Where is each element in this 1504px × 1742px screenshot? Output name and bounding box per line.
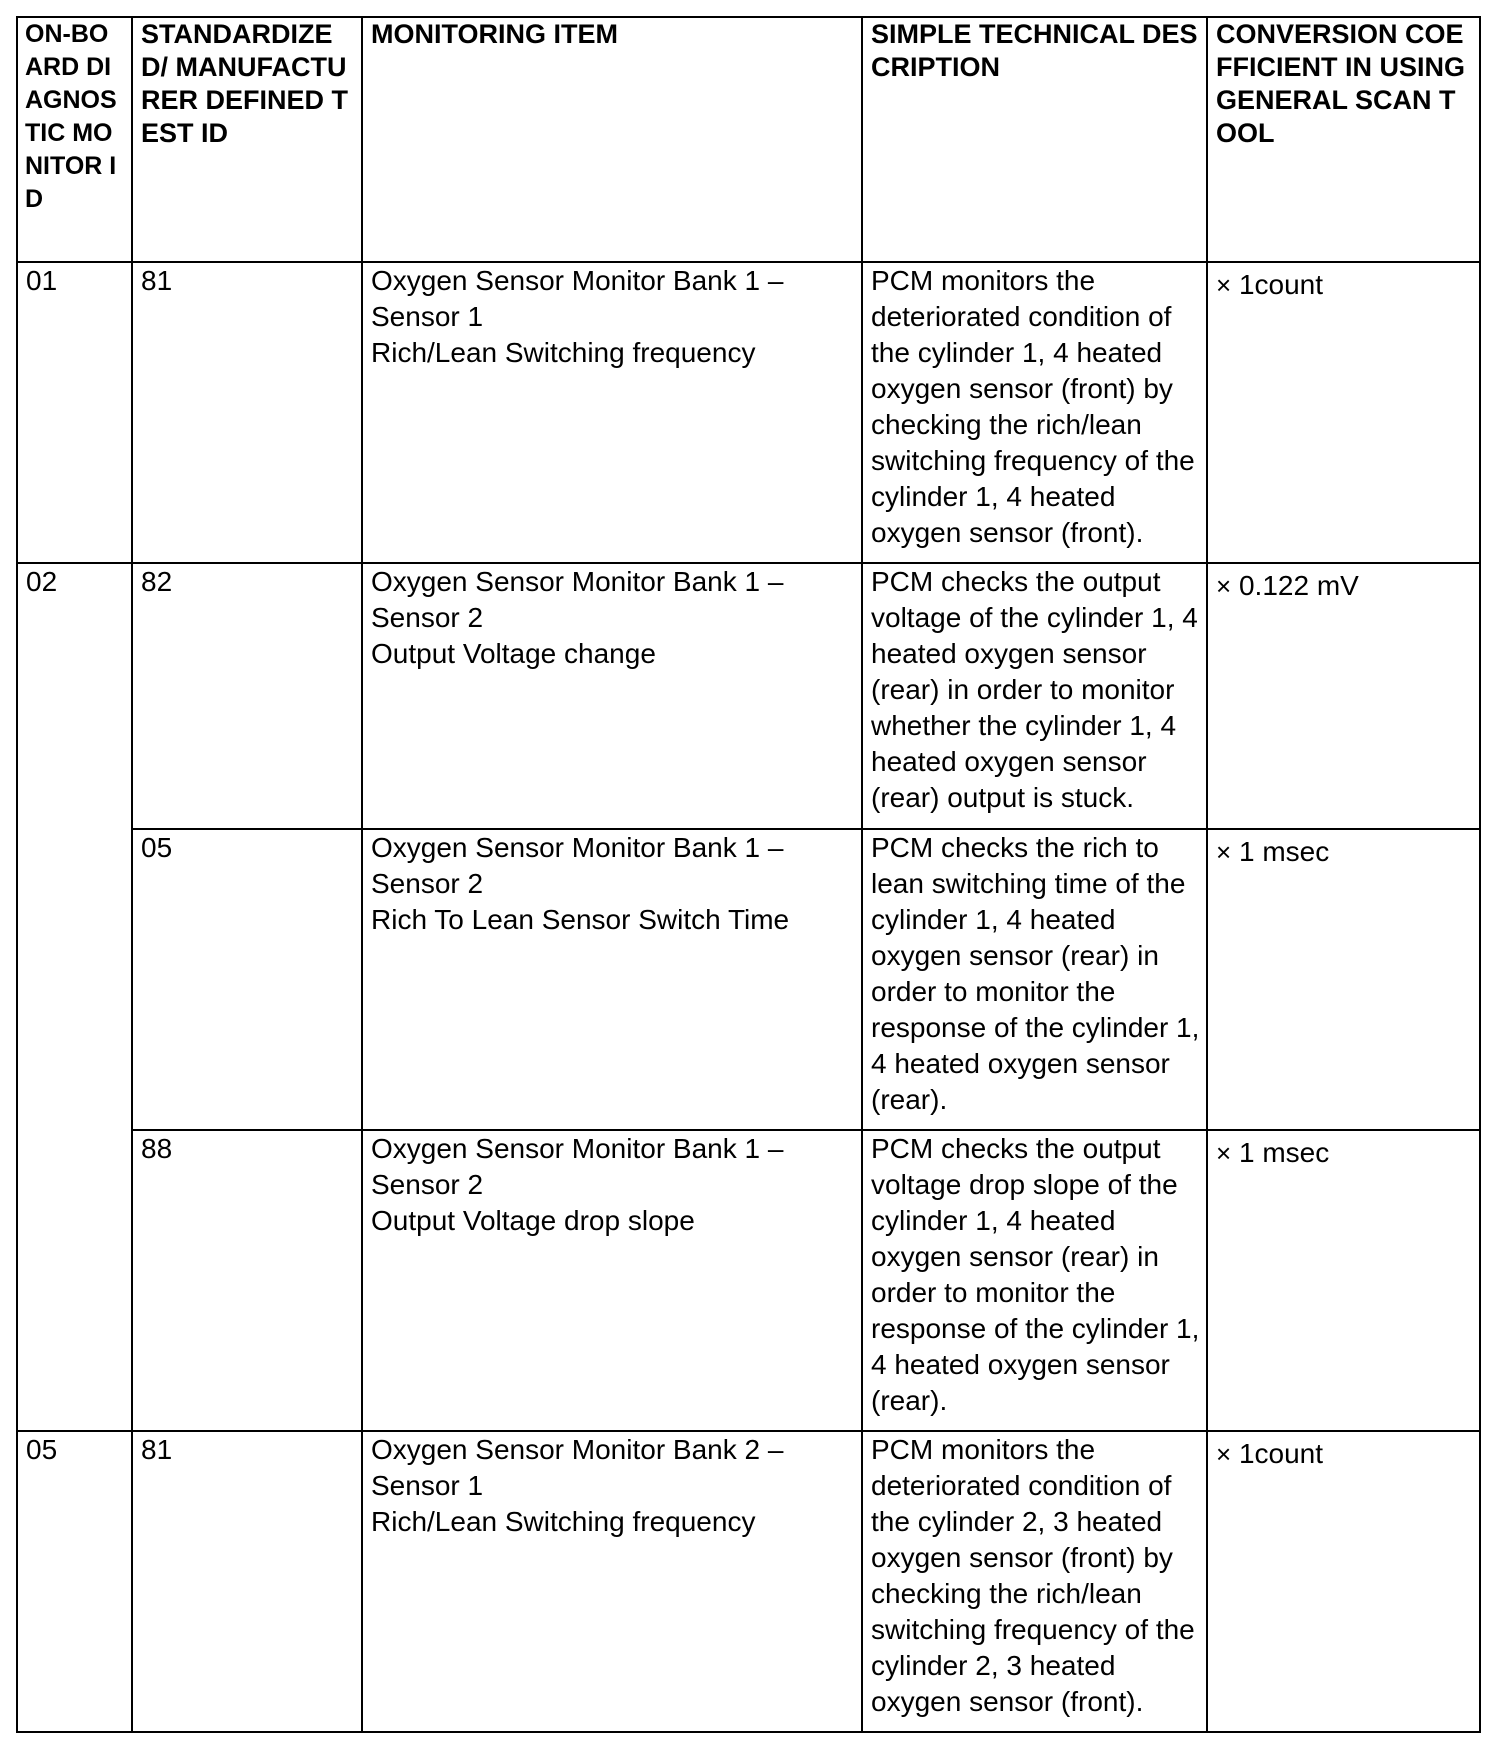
description-cell	[862, 829, 1207, 1130]
multiply-symbol: ×	[1216, 1138, 1232, 1168]
conversion-value	[1208, 564, 1479, 604]
multiply-symbol: ×	[1216, 270, 1232, 300]
monitor-id-text: 01	[26, 265, 58, 296]
description-cell	[862, 563, 1207, 829]
conversion-cell	[1207, 1130, 1480, 1431]
multiply-symbol: ×	[1216, 1439, 1232, 1469]
conversion-text: 0.122 mV	[1238, 570, 1359, 601]
conversion-text: 1 msec	[1238, 1137, 1330, 1168]
table-row	[17, 563, 1480, 829]
monitoring-item-cell	[362, 1431, 862, 1732]
conversion-text: 1count	[1238, 269, 1324, 300]
header-description-text: SIMPLE TECHNICAL DESCRIPTION	[871, 19, 1198, 82]
test-id-text: 88	[141, 1133, 173, 1164]
conversion-value	[1208, 1432, 1479, 1472]
monitoring-item-text: Oxygen Sensor Monitor Bank 2 – Sensor 1 Rich/Lean Switching frequency	[371, 1434, 784, 1537]
multiply-symbol: ×	[1216, 571, 1232, 601]
header-monitoring-item-text: MONITORING ITEM	[371, 19, 618, 49]
monitor-id-text: 02	[26, 566, 58, 597]
header-monitoring-item	[362, 17, 862, 262]
description-text: PCM monitors the deteriorated condition of the cylinder 2, 3 heated oxygen sensor (front) by checking the rich/lean switching frequency of the cylinder 2, 3 heated oxygen sensor (front).	[871, 1434, 1195, 1717]
test-id-cell	[132, 262, 362, 563]
header-monitor-id	[17, 17, 132, 262]
obd-monitor-table	[16, 16, 1481, 1733]
monitoring-item-text: Oxygen Sensor Monitor Bank 1 – Sensor 2 Rich To Lean Sensor Switch Time	[371, 832, 790, 935]
conversion-cell	[1207, 563, 1480, 829]
conversion-text: 1count	[1238, 1438, 1324, 1469]
header-conversion-text: CONVERSION COEFFICIENT IN USING GENERAL SCAN TOOL	[1216, 19, 1465, 148]
description-cell	[862, 1431, 1207, 1732]
test-id-cell	[132, 829, 362, 1130]
table-row	[17, 1130, 1480, 1431]
header-test-id	[132, 17, 362, 262]
conversion-value	[1208, 263, 1479, 303]
table-row	[17, 829, 1480, 1130]
description-cell	[862, 262, 1207, 563]
monitoring-item-text: Oxygen Sensor Monitor Bank 1 – Sensor 2 Output Voltage change	[371, 566, 784, 669]
conversion-value	[1208, 830, 1479, 870]
test-id-cell	[132, 1130, 362, 1431]
test-id-text: 82	[141, 566, 173, 597]
header-test-id-text: STANDARDIZED/ MANUFACTURER DEFINED TEST ID	[141, 19, 349, 148]
conversion-cell	[1207, 829, 1480, 1130]
conversion-value	[1208, 1131, 1479, 1171]
conversion-cell	[1207, 262, 1480, 563]
monitor-id-text: 05	[26, 1434, 58, 1465]
monitoring-item-text: Oxygen Sensor Monitor Bank 1 – Sensor 2 Output Voltage drop slope	[371, 1133, 784, 1236]
table-header-row	[17, 17, 1480, 262]
table-row	[17, 262, 1480, 563]
monitoring-item-cell	[362, 1130, 862, 1431]
test-id-text: 81	[141, 1434, 173, 1465]
monitoring-item-cell	[362, 262, 862, 563]
test-id-cell	[132, 1431, 362, 1732]
monitoring-item-text: Oxygen Sensor Monitor Bank 1 – Sensor 1 Rich/Lean Switching frequency	[371, 265, 784, 368]
monitoring-item-cell	[362, 563, 862, 829]
description-text: PCM monitors the deteriorated condition of the cylinder 1, 4 heated oxygen sensor (front) by checking the rich/lean switching frequency of the cylinder 1, 4 heated oxygen sensor (front).	[871, 265, 1195, 548]
monitoring-item-cell	[362, 829, 862, 1130]
test-id-cell	[132, 563, 362, 829]
description-text: PCM checks the output voltage of the cylinder 1, 4 heated oxygen sensor (rear) in order to monitor whether the cylinder 1, 4 heated oxygen sensor (rear) output is stuck.	[871, 566, 1198, 813]
header-conversion	[1207, 17, 1480, 262]
conversion-cell	[1207, 1431, 1480, 1732]
header-description	[862, 17, 1207, 262]
table-row	[17, 1431, 1480, 1732]
description-cell	[862, 1130, 1207, 1431]
multiply-symbol: ×	[1216, 837, 1232, 867]
test-id-text: 81	[141, 265, 173, 296]
monitor-id-cell	[17, 563, 132, 1431]
test-id-text: 05	[141, 832, 173, 863]
description-text: PCM checks the rich to lean switching time of the cylinder 1, 4 heated oxygen sensor (rear) in order to monitor the response of the cylinder 1, 4 heated oxygen sensor (rear).	[871, 832, 1200, 1115]
header-monitor-id-text: ON-BOARD DIAGNOSTIC MONITOR ID	[25, 20, 117, 213]
description-text: PCM checks the output voltage drop slope of the cylinder 1, 4 heated oxygen sensor (rear) in order to monitor the response of the cylinder 1, 4 heated oxygen sensor (rear).	[871, 1133, 1200, 1416]
conversion-text: 1 msec	[1238, 836, 1330, 867]
monitor-id-cell	[17, 262, 132, 563]
monitor-id-cell	[17, 1431, 132, 1732]
